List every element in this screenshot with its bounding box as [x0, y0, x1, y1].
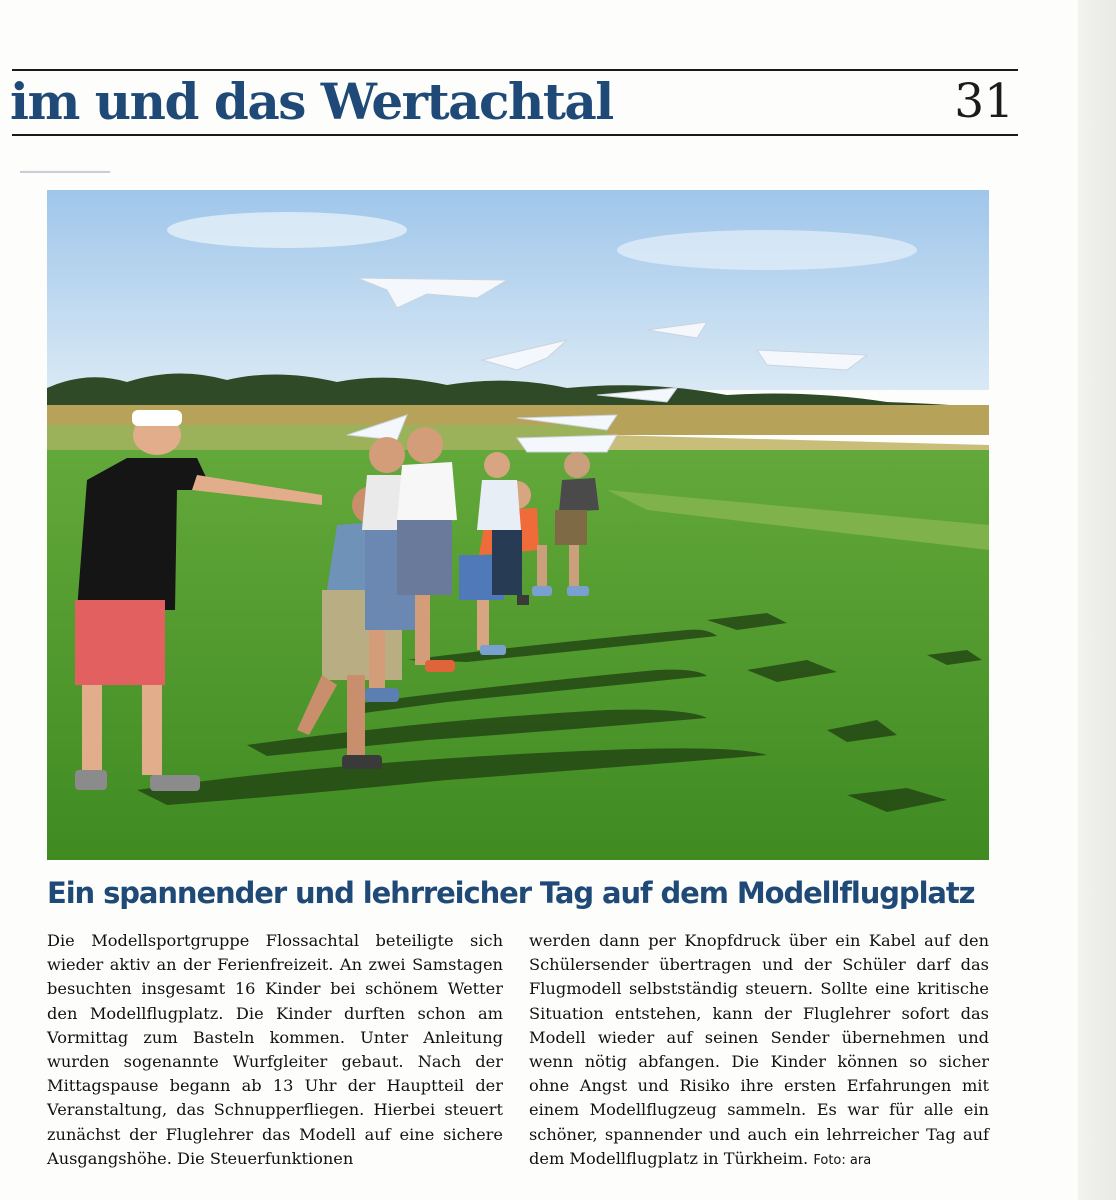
article-photo — [47, 190, 989, 860]
section-title: im und das Wertachtal — [10, 72, 613, 131]
page-number: 31 — [954, 74, 1014, 129]
header-top-rule — [12, 69, 1018, 71]
article-text-right: werden dann per Knopfdruck über ein Kabel auf den Schülersender übertragen und der Schüler darf das Flugmodell selbstständig steuern. Sollte eine kritische Situation entstehen, kann der Fluglehrer sofort das Modell wieder auf seinen Sender übernehmen und wenn nötig abfangen. Die Kinder können so sicher ohne Angst und Risiko ihre ersten Erfahrungen mit einem Modellflugzeug sammeln. Es war für alle ein schöner, spannender und auch ein lehrreicher Tag auf dem Modellflugplatz in Türkheim. — [529, 931, 989, 1168]
article-headline: Ein spannender und lehrreicher Tag auf dem Modellflugplatz — [47, 876, 975, 910]
show-through-text: ▔▔▔▔▔▔▔▔▔ — [20, 172, 110, 187]
article-text-left: Die Modellsportgruppe Flossachtal beteiligte sich wieder aktiv an der Ferienfreizeit. An zwei Samstagen besuchten insgesamt 16 Kinder bei schönem Wetter den Modellflugplatz. Die Kinder durften schon am Vormittag zum Basteln kommen. Unter Anleitung wurden sogenannte Wurfgleiter gebaut. Nach der Mittagspause begann ab 13 Uhr der Hauptteil der Veranstaltung, das Schnupperfliegen. Hierbei steuert zunächst der Fluglehrer das Modell auf eine sichere Ausgangshöhe. Die Steuerfunktionen — [47, 931, 503, 1168]
header-bottom-rule — [12, 134, 1018, 136]
photo-credit: Foto: ara — [813, 1152, 872, 1168]
article-column-left — [47, 929, 503, 1171]
page-edge — [1078, 0, 1116, 1200]
article-column-right — [529, 929, 989, 1173]
